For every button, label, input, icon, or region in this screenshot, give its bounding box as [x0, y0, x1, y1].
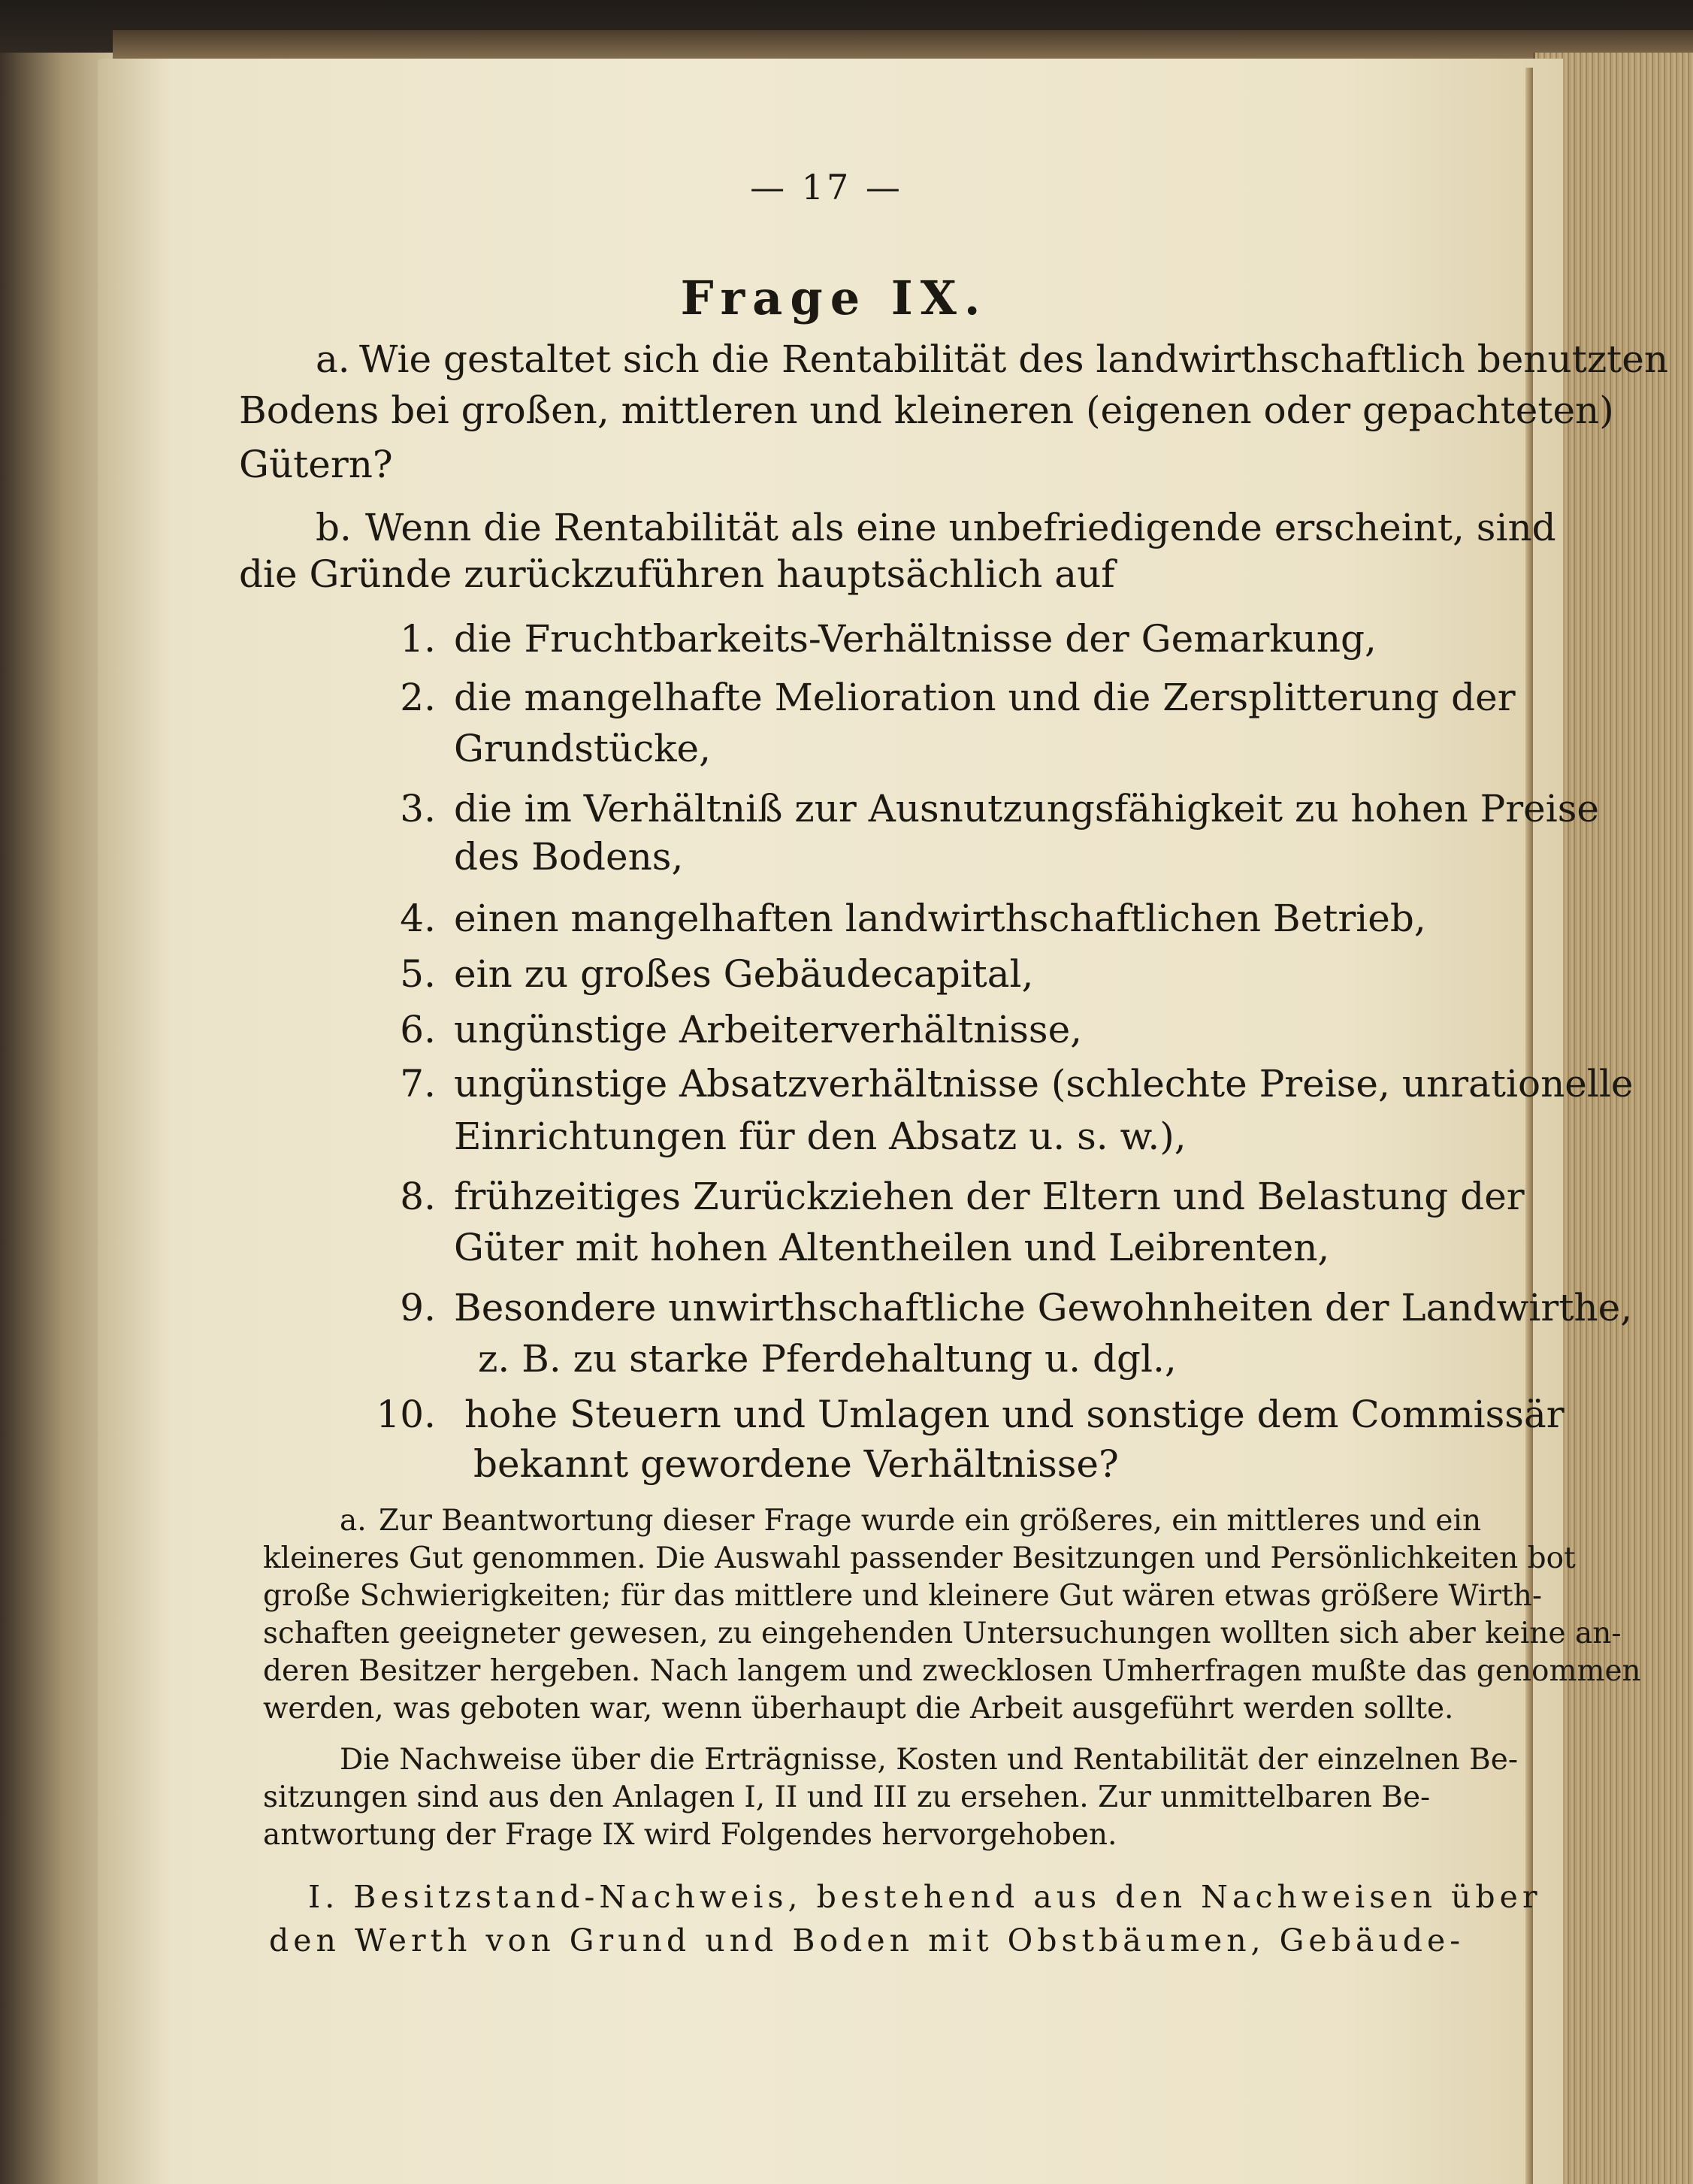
list-item: die Fruchtbarkeits-Verhältnisse der Gemarkung,	[454, 617, 1377, 661]
list-item: Güter mit hohen Altentheilen und Leibrenten,	[454, 1226, 1330, 1269]
list-number: 3.	[400, 787, 436, 830]
answer-a-marker: a.	[340, 1504, 367, 1538]
list-item: Grundstücke,	[454, 727, 711, 770]
list-number: 8.	[400, 1175, 436, 1218]
answer-line: Zur Beantwortung dieser Frage wurde ein größeres, ein mittleres und ein	[379, 1504, 1482, 1538]
answer-line: Die Nachweise über die Erträgnisse, Kosten und Rentabilität der einzelnen Be-	[340, 1743, 1519, 1777]
list-item: ein zu großes Gebäudecapital,	[454, 952, 1034, 996]
answer-line: I. Besitzstand-Nachweis, bestehend aus den Nachweisen über	[308, 1879, 1542, 1915]
answer-line: schaften geeigneter gewesen, zu eingehenden Untersuchungen wollten sich aber keine an-	[263, 1617, 1622, 1650]
answer-line: kleineres Gut genommen. Die Auswahl passender Besitzungen und Persönlichkeiten bot	[263, 1541, 1576, 1575]
list-item: des Bodens,	[454, 835, 684, 879]
list-item: Einrichtungen für den Absatz u. s. w.),	[454, 1115, 1187, 1158]
answer-line: antwortung der Frage IX wird Folgendes hervorgehoben.	[263, 1818, 1117, 1852]
list-item: einen mangelhaften landwirthschaftlichen Betrieb,	[454, 897, 1426, 940]
list-item: z. B. zu starke Pferdehaltung u. dgl.,	[478, 1337, 1177, 1381]
list-item: die mangelhafte Melioration und die Zersplitterung der	[454, 676, 1516, 719]
list-number: 9.	[400, 1286, 436, 1329]
list-item: die im Verhältniß zur Ausnutzungsfähigkeit zu hohen Preise	[454, 787, 1599, 830]
question-b-line: Wenn die Rentabilität als eine unbefriedigende erscheint, sind	[365, 506, 1556, 549]
list-item: hohe Steuern und Umlagen und sonstige dem Commissär	[464, 1393, 1565, 1436]
question-a-line: Wie gestaltet sich die Rentabilität des landwirthschaftlich benutzten	[359, 337, 1669, 381]
question-a-line: Gütern?	[239, 443, 393, 486]
section-heading: Frage IX.	[680, 271, 988, 325]
question-b-line: die Gründe zurückzuführen hauptsächlich auf	[239, 552, 1115, 596]
list-number: 7.	[400, 1062, 436, 1106]
list-number: 2.	[400, 676, 436, 719]
list-item: bekannt gewordene Verhältnisse?	[473, 1442, 1119, 1486]
list-item: ungünstige Absatzverhältnisse (schlechte Preise, unrationelle	[454, 1062, 1634, 1106]
list-number: 1.	[400, 617, 436, 661]
answer-line: werden, was geboten war, wenn überhaupt die Arbeit ausgeführt werden sollte.	[263, 1692, 1454, 1726]
answer-line: deren Besitzer hergeben. Nach langem und zwecklosen Umherfragen mußte das genommen	[263, 1654, 1641, 1688]
list-number: 4.	[400, 897, 436, 940]
list-item: frühzeitiges Zurückziehen der Eltern und Belastung der	[454, 1175, 1525, 1218]
question-b-marker: b.	[316, 506, 352, 549]
answer-line: sitzungen sind aus den Anlagen I, II und III zu ersehen. Zur unmittelbaren Be-	[263, 1780, 1431, 1814]
list-number: 6.	[400, 1008, 436, 1051]
answer-line: den Werth von Grund und Boden mit Obstbäumen, Gebäude-	[269, 1922, 1465, 1959]
list-number: 5.	[400, 952, 436, 996]
list-number: 10.	[376, 1393, 436, 1436]
page-number: — 17 —	[750, 167, 903, 207]
answer-line: große Schwierigkeiten; für das mittlere und kleinere Gut wären etwas größere Wirth-	[263, 1579, 1543, 1613]
question-a-marker: a.	[316, 337, 350, 381]
question-a-line: Bodens bei großen, mittleren und kleineren (eigenen oder gepachteten)	[239, 389, 1614, 432]
list-item: ungünstige Arbeiterverhältnisse,	[454, 1008, 1083, 1051]
list-item: Besondere unwirthschaftliche Gewohnheiten der Landwirthe,	[454, 1286, 1633, 1329]
